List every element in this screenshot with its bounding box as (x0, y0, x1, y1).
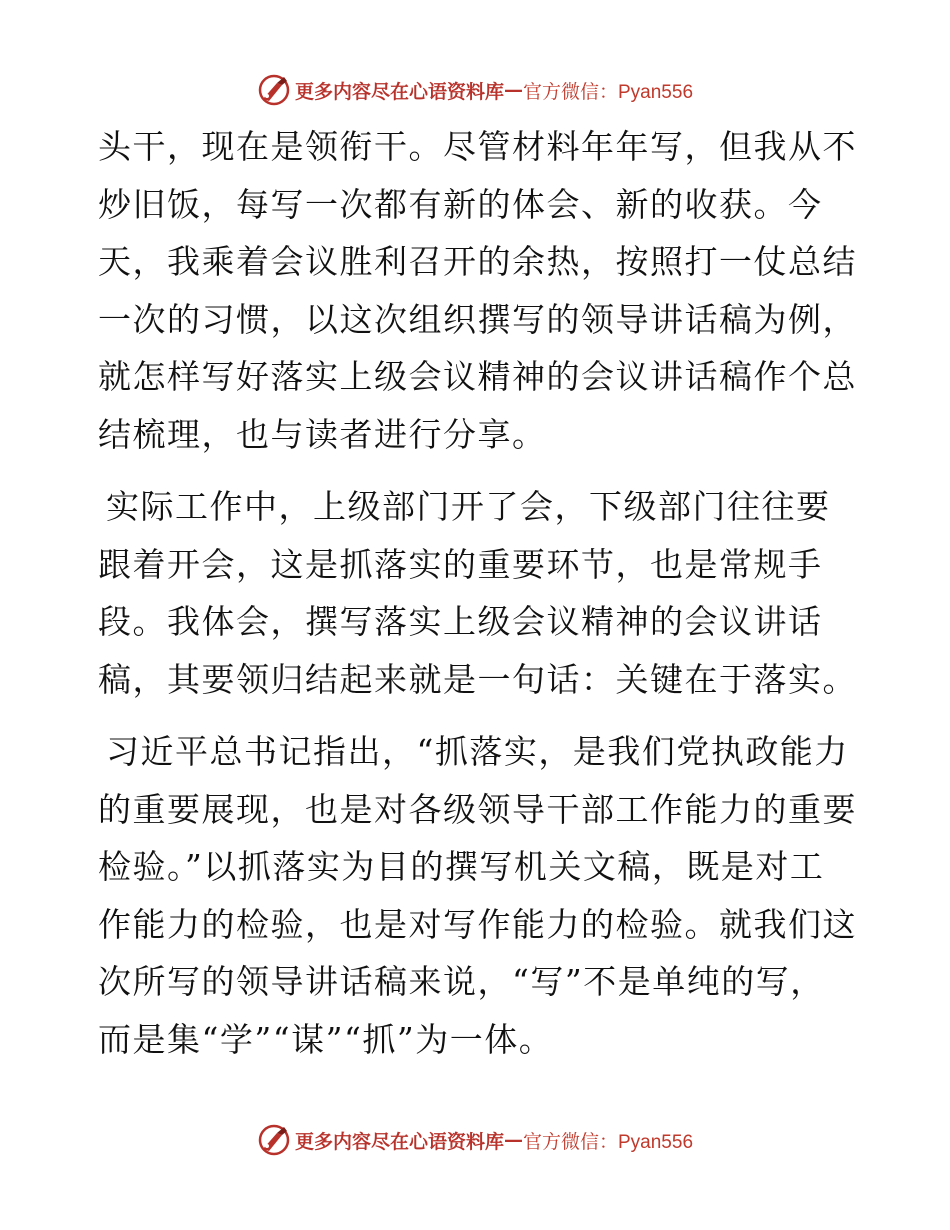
header-separator: — (504, 79, 523, 101)
footer-brand-text: 更多内容尽在心语资料库 (294, 1130, 504, 1153)
footer-wechat-text: 官方微信：Pyan556 (523, 1131, 694, 1153)
footer-separator: — (504, 1129, 523, 1151)
pen-logo-icon (257, 1123, 291, 1157)
document-body (98, 118, 858, 1068)
footer-watermark-banner (0, 1120, 950, 1160)
header-brand-text: 更多内容尽在心语资料库 (294, 80, 504, 103)
header-watermark-banner (0, 70, 950, 110)
pen-logo-icon (257, 73, 291, 107)
paragraph-3: 习近平总书记指出，“抓落实，是我们党执政能力的重要展现，也是对各级领导干部工作能力的重要检验。”以抓落实为目的撰写机关文稿，既是对工作能力的检验，也是对写作能力的检验。就我们这次所写的领导讲话稿来说，“写”不是单纯的写，而是集“学”“谋”“抓”为一体。 (98, 732, 857, 1059)
paragraph-2: 实际工作中，上级部门开了会，下级部门往往要跟着开会，这是抓落实的重要环节，也是常规手段。我体会，撰写落实上级会议精神的会议讲话稿，其要领归结起来就是一句话：关键在于落实。 (98, 487, 857, 699)
header-wechat-text: 官方微信：Pyan556 (523, 81, 694, 103)
paragraph-1: 头干，现在是领衔干。尽管材料年年写，但我从不炒旧饭，每写一次都有新的体会、新的收获。今天，我乘着会议胜利召开的余热，按照打一仗总结一次的习惯，以这次组织撰写的领导讲话稿为例，就怎样写好落实上级会议精神的会议讲话稿作个总结梳理，也与读者进行分享。 (98, 127, 857, 454)
